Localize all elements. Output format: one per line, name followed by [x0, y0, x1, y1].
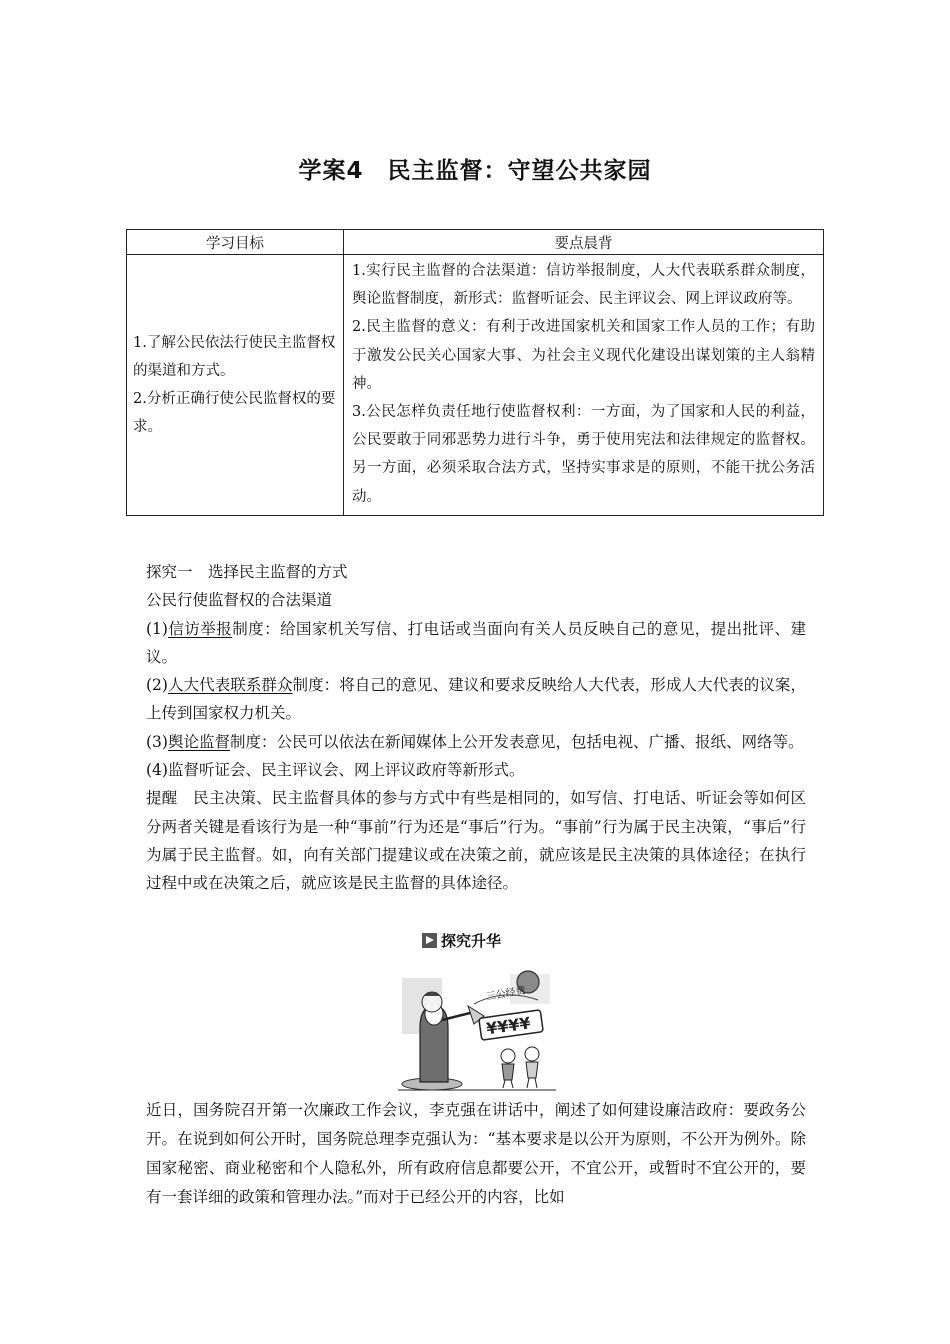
point-item: 3.公民怎样负责任地行使监督权利：一方面，为了国家和人民的利益，公民要敢于同邪恶势力进行斗争，勇于使用宪法和法律规定的监督权。另一方面，必须采取合法方式，坚持实事求是的原则，不能干扰公务活动。 — [352, 404, 815, 505]
table-header-row — [127, 230, 824, 255]
key-points-cell — [344, 255, 824, 516]
page-title: 学案4 民主监督：守望公共家园 — [298, 158, 652, 184]
channel-term: 人大代表联系群众 — [167, 676, 293, 695]
explore-section — [146, 558, 806, 898]
channel-item — [146, 671, 806, 728]
learning-goals-cell — [127, 255, 344, 516]
point-item: 2.民主监督的意义：有利于改进国家机关和国家工作人员的工作；有助于激发公民关心国家大事、为社会主义现代化建设出谋划策的主人翁精神。 — [352, 319, 815, 392]
reminder-paragraph: 提醒 民主决策、民主监督具体的参与方式中有些是相同的，如写信、打电话、听证会等如何区分两者关键是看该行为是一种“事前”行为还是“事后”行为。“事前”行为属于民主决策，“事后”行为属于民主监督。如，向有关部门提建议或在决策之前，就应该是民主决策的具体途径；在执行过程中或在决策之后，就应该是民主监督的具体途径。 — [146, 789, 806, 893]
table-row — [127, 255, 824, 516]
header-key-points: 要点晨背 — [344, 230, 824, 255]
passage-section — [146, 1096, 806, 1212]
channel-text: 制度：给国家机关写信、打电话或当面向有关人员反映自己的意见，提出批评、建议。 — [146, 619, 806, 666]
channel-item: (4)监督听证会、民主评议会、网上评议政府等新形式。 — [146, 761, 525, 780]
svg-text:¥¥¥¥: ¥¥¥¥ — [484, 1013, 532, 1039]
item-number: (1) — [146, 619, 168, 638]
channel-item — [146, 728, 806, 756]
channel-term: 舆论监督 — [167, 732, 230, 751]
section-label-text: 探究升华 — [441, 932, 502, 950]
channel-text: 制度：将自己的意见、建议和要求反映给人大代表，形成人大代表的议案，上传到国家权力机关。 — [146, 676, 806, 723]
header-learning-goals: 学习目标 — [127, 230, 344, 255]
item-number: (3) — [146, 732, 168, 751]
cartoon-icon — [398, 968, 556, 1092]
goal-item: 1.了解公民依法行使民主监督权的渠道和方式。 — [133, 334, 336, 379]
channel-term: 信访举报 — [167, 619, 233, 638]
passage-paragraph: 近日，国务院召开第一次廉政工作会议，李克强在讲话中，阐述了如何建设廉洁政府：要政务公开。在说到如何公开时，国务院总理李克强认为：“基本要求是以公开为原则，不公开为例外。除国家秘密、商业秘密和个人隐私外，所有政府信息都要公开，不宜公开，或暂时不宜公开的，要有一套详细的政策和管理办法。”而对于已经公开的内容，比如 — [146, 1101, 806, 1206]
goal-item: 2.分析正确行使公民监督权的要求。 — [133, 390, 336, 435]
play-triangle-icon — [422, 933, 437, 948]
explore-heading: 探究一 选择民主监督的方式 — [146, 563, 348, 581]
cartoon-caption: 三公经费 — [485, 985, 527, 1004]
goals-table — [126, 229, 824, 516]
point-item: 1.实行民主监督的合法渠道：信访举报制度，人大代表联系群众制度，舆论监督制度，新形式：监督听证会、民主评议会、网上评议政府等。 — [352, 263, 815, 308]
cartoon-illustration — [398, 968, 556, 1092]
item-number: (2) — [146, 676, 168, 695]
channel-text: 制度：公民可以依法在新闻媒体上公开发表意见，包括电视、广播、报纸、网络等。 — [229, 732, 804, 751]
channel-item — [146, 615, 806, 672]
explore-subheading: 公民行使监督权的合法渠道 — [146, 591, 333, 610]
section-label — [422, 930, 501, 951]
